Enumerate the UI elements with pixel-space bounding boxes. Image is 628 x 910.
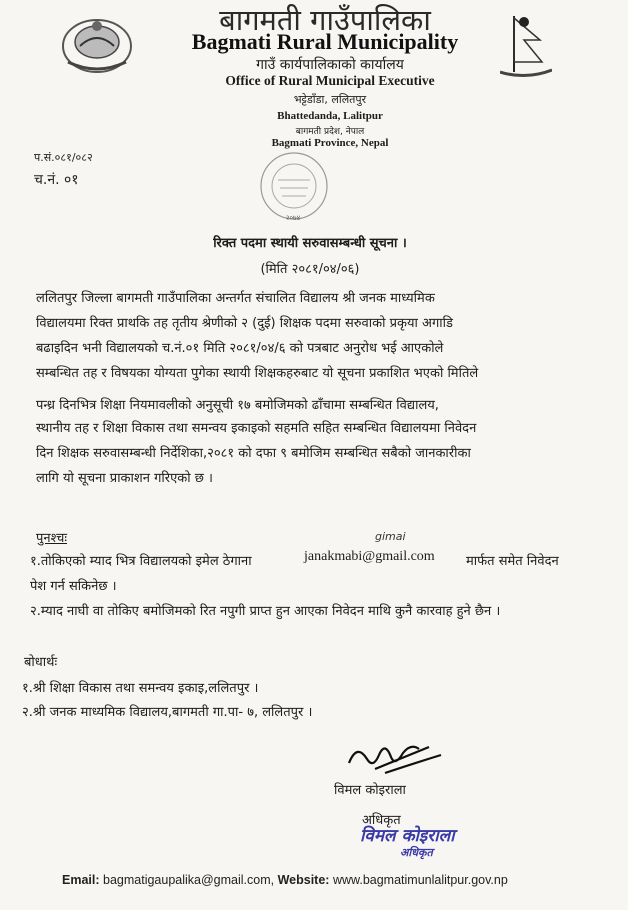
footer-website[interactable]: www.bagmatimunlalitpur.gov.np	[332, 873, 508, 887]
signatory-name: विमल कोइराला	[334, 783, 406, 798]
cc-item: १.श्री शिक्षा विकास तथा समन्वय इकाइ,ललितपुर ।	[22, 681, 259, 696]
province-english: Bagmati Province, Nepal	[271, 137, 389, 149]
body-line: ललितपुर जिल्ला बागमती गाउँपालिका अन्तर्गत संचालित विद्यालय श्री जनक माध्यमिक	[36, 291, 435, 306]
signatory-stamp-name: विमल कोइराला	[360, 826, 455, 846]
postscript-line1-cont: पेश गर्न सकिनेछ ।	[30, 579, 117, 594]
nepal-flag-icon	[500, 10, 552, 78]
body-line: बढाइदिन भनी विद्यालयको च.नं.०१ मिति २०८१/०४/६ को पत्रबाट अनुरोध भई आएकोले	[36, 341, 444, 356]
seal-year: २०७४	[285, 214, 301, 222]
footer-website-label: Website:	[277, 873, 330, 887]
handwritten-email-note: gimai	[375, 530, 406, 543]
notice-title: रिक्त पदमा स्थायी सरुवासम्बन्धी सूचना ।	[213, 236, 407, 251]
province-nepali: बागमती प्रदेश, नेपाल	[295, 127, 365, 137]
body-line: लागि यो सूचना प्राकाशन गरिएको छ ।	[36, 471, 213, 486]
cc-item: २.श्री जनक माध्यमिक विद्यालय,बागमती गा.पा- ७, ललितपुर ।	[22, 705, 313, 720]
body-line: सम्बन्धित तह र विषयका योग्यता पुगेका स्थायी शिक्षकहरुबाट यो सूचना प्रकाशित भएको मितिले	[36, 366, 479, 381]
municipality-name-nepali: बागमती गाउँपालिका	[219, 3, 431, 37]
footer-email[interactable]: bagmatigaupalika@gmail.com,	[103, 873, 275, 887]
handwritten-signature-icon	[345, 733, 445, 777]
school-email: janakmabi@gmail.com	[304, 549, 435, 564]
footer-contact	[62, 873, 508, 887]
signatory-stamp-title: अधिकृत	[400, 846, 433, 859]
address-english: Bhattedanda, Lalitpur	[277, 110, 383, 122]
body-line: विद्यालयमा रिक्त प्राथकि तह तृतीय श्रेणीको २ (दुई) शिक्षक पदमा सरुवाको प्रकृया अगाडि	[36, 316, 453, 331]
office-name-english: Office of Rural Municipal Executive	[225, 73, 435, 88]
office-seal-icon	[258, 150, 330, 222]
letter-reference-number: प.सं.०८१/०८२	[34, 151, 93, 164]
body-line: दिन शिक्षक सरुवासम्बन्धी निर्देशिका,२०८१ को दफा ९ बमोजिम सम्बन्धित सबैको जानकारीका	[36, 446, 471, 461]
body-line: स्थानीय तह र शिक्षा विकास तथा समन्वय इकाइको सहमति सहित सम्बन्धित विद्यालयमा निवेदन	[36, 421, 477, 436]
postscript-line1-start: १.तोकिएको म्याद भित्र विद्यालयको इमेल ठेगाना	[30, 554, 252, 569]
cc-label: बोधार्थः	[24, 655, 58, 670]
office-name-nepali: गाउँ कार्यपालिकाको कार्यालय	[256, 57, 404, 73]
body-line: पन्ध्र दिनभित्र शिक्षा नियमावलीको अनुसूची १७ बमोजिमको ढाँचामा सम्बन्धित विद्यालय,	[36, 398, 439, 413]
municipality-name-english: Bagmati Rural Municipality	[191, 29, 459, 54]
postscript-label: पुनश्चः	[36, 531, 68, 546]
nepal-emblem-icon	[58, 12, 136, 76]
footer-email-label: Email:	[62, 873, 100, 887]
address-nepali: भट्टेडाँडा, ललितपुर	[293, 93, 367, 106]
postscript-line1-end: मार्फत समेत निवेदन	[466, 554, 559, 569]
signatory-title: अधिकृत	[362, 813, 401, 828]
postscript-line2: २.म्याद नाघी वा तोकिए बमोजिमको रित नपुगी प्राप्त हुन आएका निवेदन माथि कुनै कारवाह हुने छैन ।	[30, 604, 501, 619]
dispatch-number: च.नं. ०१	[34, 172, 79, 188]
notice-date: (मिति २०८१/०४/०६)	[260, 262, 360, 277]
